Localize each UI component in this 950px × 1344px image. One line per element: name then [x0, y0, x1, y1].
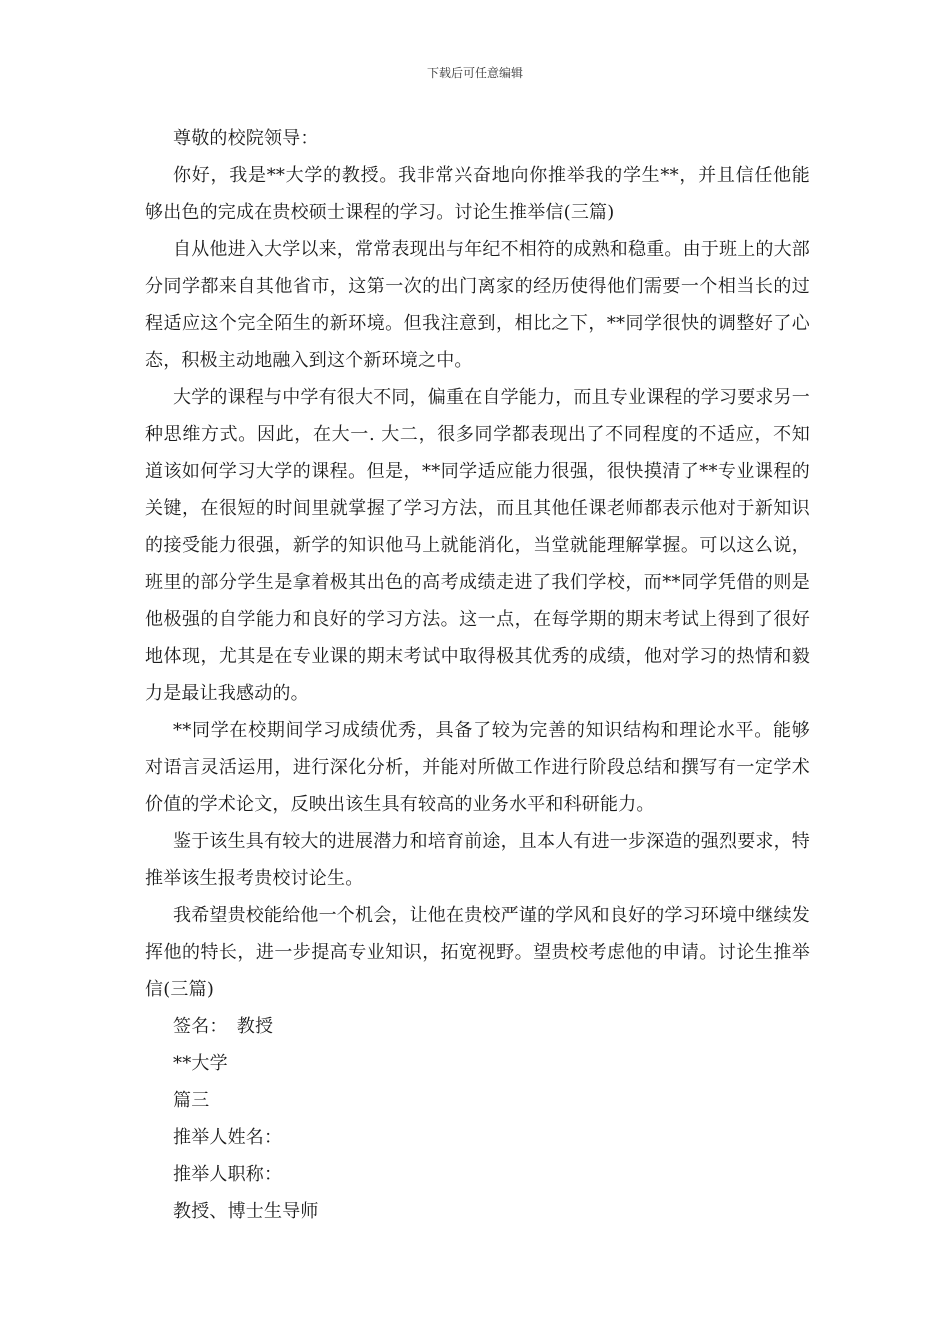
- paragraph-academics: **同学在校期间学习成绩优秀，具备了较为完善的知识结构和理论水平。能够对语言灵活运用，进行深化分析，并能对所做工作进行阶段总结和撰写有一定学术价值的学术论文，反映出该生具有较高的业务水平和科研能力。: [145, 720, 810, 815]
- page-header-note: 下载后可任意编辑: [426, 66, 523, 80]
- section-heading: 篇三: [173, 1090, 210, 1111]
- paragraph-learning: 大学的课程与中学有很大不同，偏重在自学能力，而且专业课程的学习要求另一种思维方式。因此，在大一. 大二，很多同学都表现出了不同程度的不适应，不知道该如何学习大学的课程。但是，**同学适应能力很强，很快摸清了**专业课程的关键，在很短的时间里就掌握了学习方法，而且其他任课老师都表示他对于新知识的接受能力很强，新学的知识他马上就能消化，当堂就能理解掌握。可以这么说，班里的部分学生是拿着极其出色的高考成绩走进了我们学校，而**同学凭借的则是他极强的自学能力和良好的学习方法。这一点，在每学期的期末考试上得到了很好地体现，尤其是在专业课的期末考试中取得极其优秀的成绩，他对学习的热情和毅力是最让我感动的。: [145, 387, 810, 704]
- paragraph-maturity: 自从他进入大学以来，常常表现出与年纪不相符的成熟和稳重。由于班上的大部分同学都来自其他省市，这第一次的出门离家的经历使得他们需要一个相当长的过程适应这个完全陌生的新环境。但我注意到，相比之下，**同学很快的调整好了心态，积极主动地融入到这个新环境之中。: [145, 239, 810, 371]
- signature-line: 签名： 教授: [173, 1016, 274, 1037]
- paragraph-closing: 我希望贵校能给他一个机会，让他在贵校严谨的学风和良好的学习环境中继续发挥他的特长，进一步提高专业知识，拓宽视野。望贵校考虑他的申请。讨论生推举信(三篇): [145, 905, 810, 1000]
- paragraph-greeting: 你好，我是**大学的教授。我非常兴奋地向你推举我的学生**，并且信任他能够出色的完成在贵校硕士课程的学习。讨论生推举信(三篇): [145, 165, 810, 223]
- recommender-name-label: 推举人姓名：: [173, 1127, 283, 1148]
- recommender-title-value: 教授、博士生导师: [173, 1201, 319, 1222]
- salutation: 尊敬的校院领导：: [173, 128, 319, 149]
- paragraph-recommendation: 鉴于该生具有较大的进展潜力和培育前途，且本人有进一步深造的强烈要求，特推举该生报考贵校讨论生。: [145, 831, 810, 889]
- recommender-title-label: 推举人职称：: [173, 1164, 283, 1185]
- letter-body: [145, 120, 810, 1230]
- university-line: **大学: [173, 1053, 228, 1074]
